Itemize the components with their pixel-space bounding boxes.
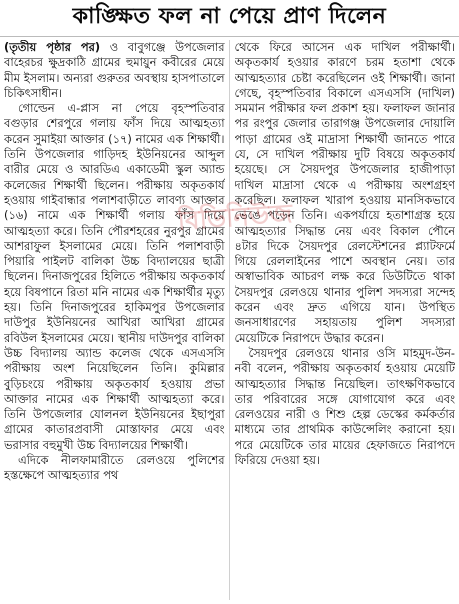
watermark-logo: বিডিনিউজ	[176, 199, 294, 237]
column-right	[235, 40, 456, 602]
paragraph-text: ও বাবুগঞ্জে উপজেলার বাহেরচর ক্ষুদ্রকাঠি গ্রামের হুমায়ুন কবীরের মেয়ে মীম ইসলাম। অন্যরা গুরুতর অবস্থায় হাসপাতালে চিকিৎসাধীন।	[4, 40, 225, 100]
column-left	[4, 40, 225, 602]
paragraph: থেকে ফিরে আসেন এক দাখিল পরীক্ষার্থী। অকৃতকার্য হওয়ার কারণে চরম হতাশা থেকে আত্মহত্যার চেষ্টা করেছিলেন ওই শিক্ষার্থী। জানা গেছে, বৃহস্পতিবার বিকালে এসএসসি (দাখিল) সমমান পরীক্ষার ফল প্রকাশ হয়। ফলাফল জানার পর রংপুর জেলার তারাগঞ্জ উপজেলার দোয়ালি পাড়া গ্রামের ওই মাদ্রাসা শিক্ষার্থী জানতে পারে যে, সে দাখিল পরীক্ষায় দুটি বিষয়ে অকৃতকার্য হয়েছে। সে সৈয়দপুর উপজেলার হাজীপাড়া দাখিল মাদ্রাসা থেকে এ পরীক্ষায় অংশগ্রহণ করেছিল। ফলাফল খারাপ হওয়ায় মানসিকভাবে ভেঙে পড়েন তিনি। একপর্যায়ে হতাশাগ্রস্ত হয়ে আত্মহত্যার সিদ্ধান্ত নেয় এবং বিকাল পৌনে ৪টার দিকে সৈয়দপুর রেলস্টেশনের প্ল্যাটফর্মে গিয়ে রেললাইনের পাশে অবস্থান নেয়। তার অস্বাভাবিক আচরণ লক্ষ করে ডিউটিতে থাকা সৈয়দপুর রেলওয়ে থানার পুলিশ সদস্যরা সন্দেহ করেন এবং দ্রুত এগিয়ে যান। উপস্থিত জনসাধারণের সহায়তায় পুলিশ সদস্যরা মেয়েটিকে নিরাপদে উদ্ধার করেন।	[234, 40, 455, 345]
continued-from-label: (তৃতীয় পৃষ্ঠার পর)	[4, 40, 101, 54]
paragraph: এদিকে নীলফামারীতে রেলওয়ে পুলিশের হস্তক্ষেপে আত্মহত্যার পথ	[4, 453, 225, 483]
article-headline: কাঙ্ক্ষিত ফল না পেয়ে প্রাণ দিলেন	[72, 4, 387, 29]
paragraph	[4, 40, 225, 101]
paragraph: সৈয়দপুর রেলওয়ে থানার ওসি মাহমুদ-উন-নবী বলেন, পরীক্ষায় অকৃতকার্য হওয়ায় মেয়েটি আত্মহত্যার সিদ্ধান্ত নিয়েছিল। তাৎক্ষণিকভাবে তার পরিবারের সঙ্গে যোগাযোগ করে এবং রেলওয়ের নারী ও শিশু হেল্প ডেস্কের কর্মকর্তার মাধ্যমে তার প্রাথমিক কাউন্সেলিং করানো হয়। পরে মেয়েটিকে তার মায়ের হেফাজতে নিরাপদে ফিরিয়ে দেওয়া হয়।	[234, 345, 455, 468]
headline-rule	[0, 36, 459, 37]
paragraph: গোল্ডেন এ-প্লাস না পেয়ে বৃহস্পতিবার বগুড়ার শেরপুরে গলায় ফাঁস দিয়ে আত্মহত্যা করেন সুমাইয়া আক্তার (১৭) নামের এক শিক্ষার্থী। তিনি উপজেলার গাড়িদহ ইউনিয়নের আব্দুল বারীর মেয়ে ও আরডিএ একাডেমী স্কুল অ্যান্ড কলেজের শিক্ষার্থী ছিলেন। পরীক্ষায় অকৃতকার্য হওয়ায় গাইবান্ধার পলাশবাড়ীতে লাবণ্য আক্তার (১৬) নামে এক শিক্ষার্থী গলায় ফাঁস দিয়ে আত্মহত্যা করে। তিনি পৌরশহরের নুরপুর গ্রামের আশরাফুল ইসলামের মেয়ে। তিনি পলাশবাড়ী পিয়ারি পাইলট বালিকা উচ্চ বিদ্যালয়ের ছাত্রী ছিলেন। দিনাজপুরের হিলিতে পরীক্ষায় অকৃতকার্য হয়ে বিষপানে রিতা মনি নামের এক শিক্ষার্থীর মৃত্যু হয়। তিনি দিনাজপুরের হাকিমপুর উপজেলার দাউপুর ইউনিয়নের আখিরা আখিরা গ্রামের রবিউল ইসলামের মেয়ে। স্থানীয় দাউদপুর বালিকা উচ্চ বিদ্যালয় অ্যান্ড কলেজ থেকে এসএসসি পরীক্ষায় অংশ নিয়েছিলেন তিনি। কুমিল্লার বুড়িচংয়ে পরীক্ষায় অকৃতকার্য হওয়ায় প্রভা আক্তার নামের এক শিক্ষার্থী আত্মহত্যা করে। তিনি উপজেলার যোলনল ইউনিয়নের ইছাপুরা গ্রামের কাতারপ্রবাসী মোস্তাফার মেয়ে এবং ভরাসার বহুমুখী উচ্চ বিদ্যালয়ের শিক্ষার্থী।	[4, 101, 225, 452]
article-body	[0, 40, 459, 602]
